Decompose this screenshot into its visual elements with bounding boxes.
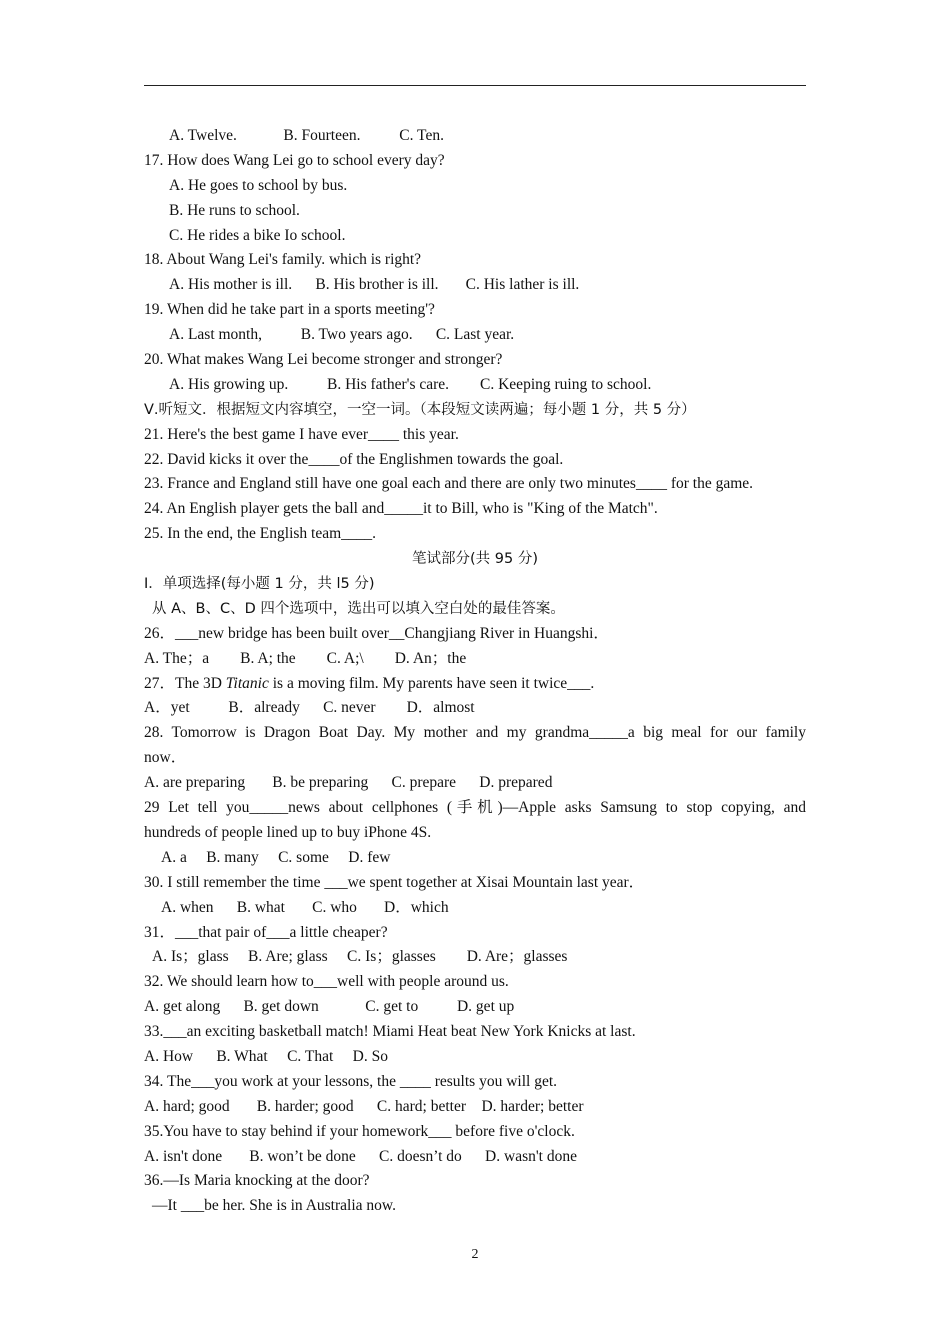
text-line: 27．The 3D Titanic is a moving film. My parents have seen it twice___.: [144, 674, 595, 692]
text-line: A. He goes to school by bus.: [169, 176, 348, 194]
text-line: 34. The___you work at your lessons, the ____ results you will get.: [144, 1072, 558, 1090]
text-line: A. are preparing B. be preparing C. prepare D. prepared: [144, 774, 553, 792]
text-line: 23. France and England still have one goal each and there are only two minutes____ for the game.: [144, 475, 754, 493]
text-line: A. The；a B. A; the C. A;\ D. An；the: [144, 649, 467, 667]
text-line: 30. I still remember the time ___we spent together at Xisai Mountain last year．: [144, 873, 645, 891]
section-heading: Ⅴ.听短文．根据短文内容填空，一空一词。（本段短文读两遍；每小题 1 分，共 5 分）: [144, 401, 696, 418]
page-number: 2: [471, 1247, 479, 1262]
text-line: 17. How does Wang Lei go to school every day?: [144, 151, 445, 169]
text-line: 21. Here's the best game I have ever____ this year.: [144, 425, 459, 443]
header-rule: [144, 85, 806, 86]
text-line: 33.___an exciting basketball match! Miami Heat beat New York Knicks at last.: [144, 1023, 636, 1041]
text-line: A. hard; good B. harder; good C. hard; better D. harder; better: [144, 1097, 584, 1115]
text-line: 31．___that pair of___a little cheaper?: [144, 923, 388, 941]
text-line: 28. Tomorrow is Dragon Boat Day. My mother and my grandma_____a big meal for our family: [144, 724, 806, 742]
text-line: 19. When did he take part in a sports meeting'?: [144, 301, 435, 319]
text-line: 26．___new bridge has been built over__Changjiang River in Huangshi．: [144, 624, 609, 642]
text-line: A. when B. what C. who D．which: [161, 898, 449, 916]
text-line: —It ___be her. She is in Australia now.: [152, 1197, 396, 1215]
instruction-text: 从 A、B、C、D 四个选项中，选出可以填入空白处的最佳答案。: [152, 600, 565, 617]
text-line: 35.You have to stay behind if your homework___ before five o'clock.: [144, 1122, 575, 1140]
text-line: A. Twelve. B. Fourteen. C. Ten.: [169, 127, 444, 144]
text-line: A. a B. many C. some D. few: [161, 848, 391, 866]
text-line: 22. David kicks it over the____of the Englishmen towards the goal.: [144, 450, 564, 468]
text-line: C. He rides a bike Io school.: [169, 226, 346, 244]
text-line: A. Is；glass B. Are; glass C. Is；glasses D. Are；glasses: [152, 948, 568, 966]
text-line: A．yet B．already C. never D．almost: [144, 699, 475, 717]
text-line: 20. What makes Wang Lei become stronger and stronger?: [144, 351, 503, 369]
section-heading: Ⅰ．单项选择(每小题 1 分，共 l5 分): [144, 576, 375, 593]
text-line: 32. We should learn how to___well with people around us.: [144, 973, 509, 991]
text-line: 36.—Is Maria knocking at the door?: [144, 1172, 370, 1190]
part-title: 笔试部分(共 95 分): [412, 551, 538, 568]
document-body: [144, 124, 806, 1219]
text-line: A. His growing up. B. His father's care. C. Keeping ruing to school.: [169, 375, 652, 393]
text-line: 29 Let tell you_____news about cellphones (手机)—Apple asks Samsung to stop copying, and: [144, 799, 806, 817]
text-line: A. isn't done B. won’t be done C. doesn’t do D. wasn't done: [144, 1147, 577, 1165]
text-line: A. get along B. get down C. get to D. get up: [144, 998, 515, 1016]
text-line: B. He runs to school.: [169, 201, 300, 219]
text-line: A. How B. What C. That D. So: [144, 1047, 388, 1065]
text-line: A. Last month, B. Two years ago. C. Last year.: [169, 326, 515, 344]
text-line: 18. About Wang Lei's family. which is right?: [144, 251, 422, 269]
text-line: 25. In the end, the English team____.: [144, 525, 377, 543]
text-line: hundreds of people lined up to buy iPhone 4S.: [144, 823, 432, 841]
text-line: now．: [144, 749, 187, 767]
text-line: 24. An English player gets the ball and_____it to Bill, who is "King of the Match".: [144, 500, 658, 518]
text-line: A. His mother is ill. B. His brother is ill. C. His lather is ill.: [169, 276, 580, 294]
